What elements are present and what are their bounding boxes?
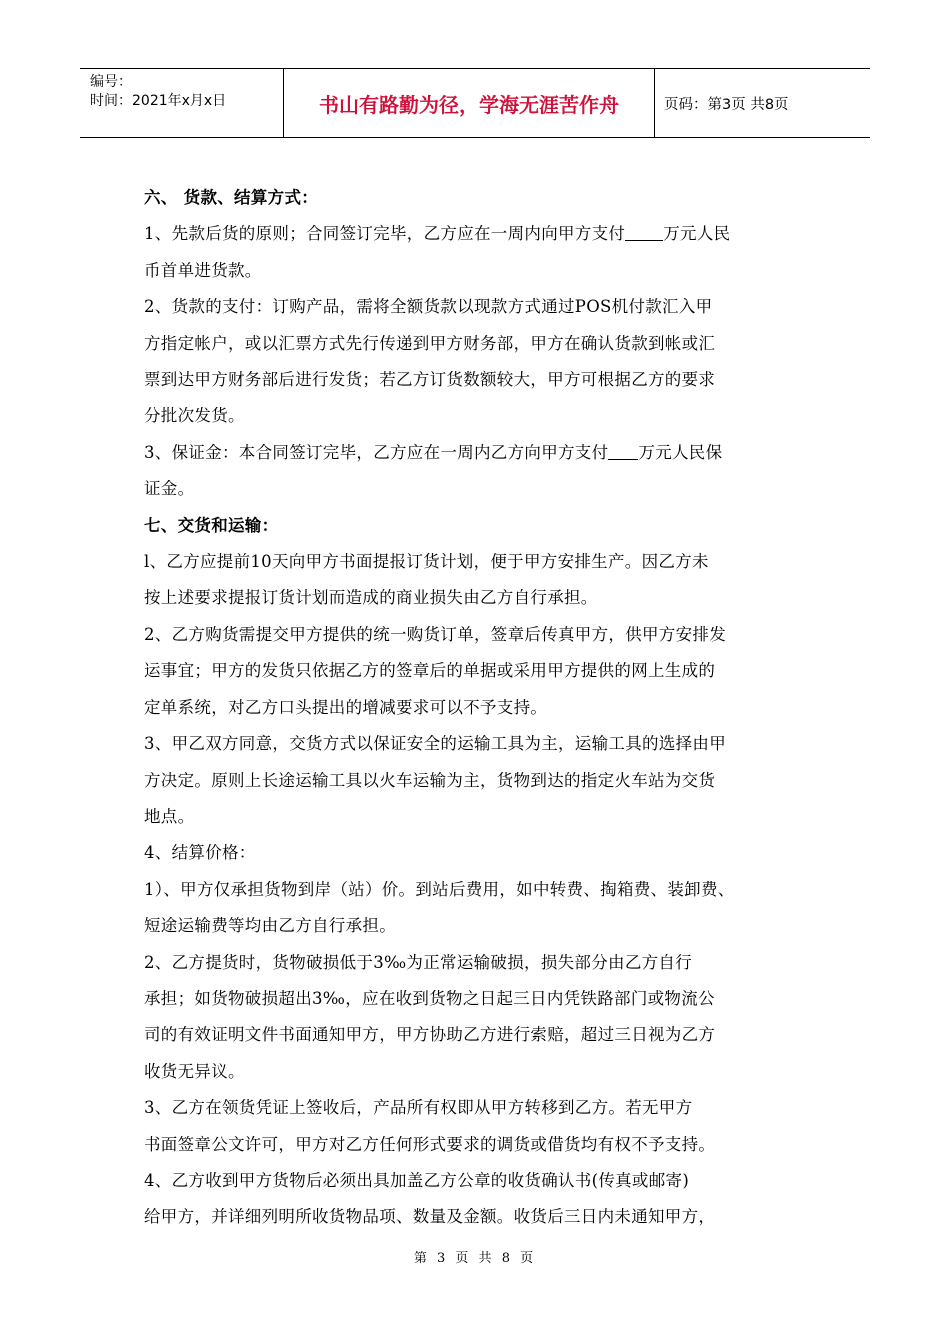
body-line: 1）、甲方仅承担货物到岸（站）价。到站后费用，如中转费、掏箱费、装卸费、 (144, 879, 735, 899)
document-number: 编号： (90, 74, 132, 90)
body-line: 短途运输费等均由乙方自行承担。 (144, 916, 396, 936)
body-line: 2、货款的支付：订购产品，需将全额货款以现款方式通过POS机付款汇入甲 (144, 297, 713, 317)
document-body (144, 180, 824, 1236)
body-line: 3、乙方在领货凭证上签收后，产品所有权即从甲方转移到乙方。若无甲方 (144, 1098, 693, 1118)
body-line: 定单系统，对乙方口头提出的增减要求可以不予支持。 (144, 697, 548, 717)
header-page-number: 页码：第3页 共8页 (664, 96, 789, 113)
body-line: 收货无异议。 (144, 1061, 245, 1081)
body-line: 证金。 (144, 479, 195, 499)
section-heading-delivery: 七、交货和运输： (144, 515, 279, 535)
document-date: 时间：2021年x月x日 (90, 93, 227, 109)
section-heading-payment: 六、 货款、结算方式： (144, 188, 319, 207)
fill-in-blank (625, 224, 663, 241)
body-line: 司的有效证明文件书面通知甲方，甲方协助乙方进行索赔，超过三日视为乙方 (144, 1025, 716, 1045)
body-line: 承担；如货物破损超出3‰，应在收到货物之日起三日内凭铁路部门或物流公 (144, 988, 715, 1008)
header-meta (80, 69, 283, 137)
body-line: 3、保证金：本合同签订完毕，乙方应在一周内乙方向甲方支付 万元人民保 (144, 442, 723, 462)
body-line: 3、甲乙双方同意，交货方式以保证安全的运输工具为主，运输工具的选择由甲 (144, 734, 726, 754)
fill-in-blank (608, 443, 638, 460)
body-line: 票到达甲方财务部后进行发货；若乙方订货数额较大，甲方可根据乙方的要求 (144, 370, 716, 390)
body-line: 分批次发货。 (144, 406, 245, 426)
body-line: 2、乙方购货需提交甲方提供的统一购货订单，签章后传真甲方，供甲方安排发 (144, 624, 726, 644)
body-line: 4、结算价格： (144, 843, 256, 863)
header-motto: 书山有路勤为径，学海无涯苦作舟 (283, 69, 655, 137)
body-line: 按上述要求提报订货计划而造成的商业损失由乙方自行承担。 (144, 588, 598, 608)
body-line: 书面签章公文许可，甲方对乙方任何形式要求的调货或借货均有权不予支持。 (144, 1134, 716, 1154)
page-footer: 第 3 页 共 8 页 (413, 1251, 537, 1266)
body-line: 2、乙方提货时，货物破损低于3‰为正常运输破损，损失部分由乙方自行 (144, 952, 693, 972)
body-line: 方指定帐户，或以汇票方式先行传递到甲方财务部，甲方在确认货款到帐或汇 (144, 333, 716, 353)
body-line: 给甲方，并详细列明所收货物品项、数量及金额。收货后三日内未通知甲方， (144, 1207, 716, 1227)
body-line: 运事宜；甲方的发货只依据乙方的签章后的单据或采用甲方提供的网上生成的 (144, 661, 716, 681)
page-header (80, 68, 870, 138)
body-line: 币首单进货款。 (144, 260, 262, 280)
body-line: 4、乙方收到甲方货物后必须出具加盖乙方公章的收货确认书(传真或邮寄) (144, 1170, 690, 1190)
body-line: l、乙方应提前10天向甲方书面提报订货计划，便于甲方安排生产。因乙方未 (144, 552, 709, 572)
body-line: 方决定。原则上长途运输工具以火车运输为主，货物到达的指定火车站为交货 (144, 770, 716, 790)
body-line: 1、先款后货的原则；合同签订完毕，乙方应在一周内向甲方支付 万元人民 (144, 224, 731, 244)
body-line: 地点。 (144, 806, 195, 826)
